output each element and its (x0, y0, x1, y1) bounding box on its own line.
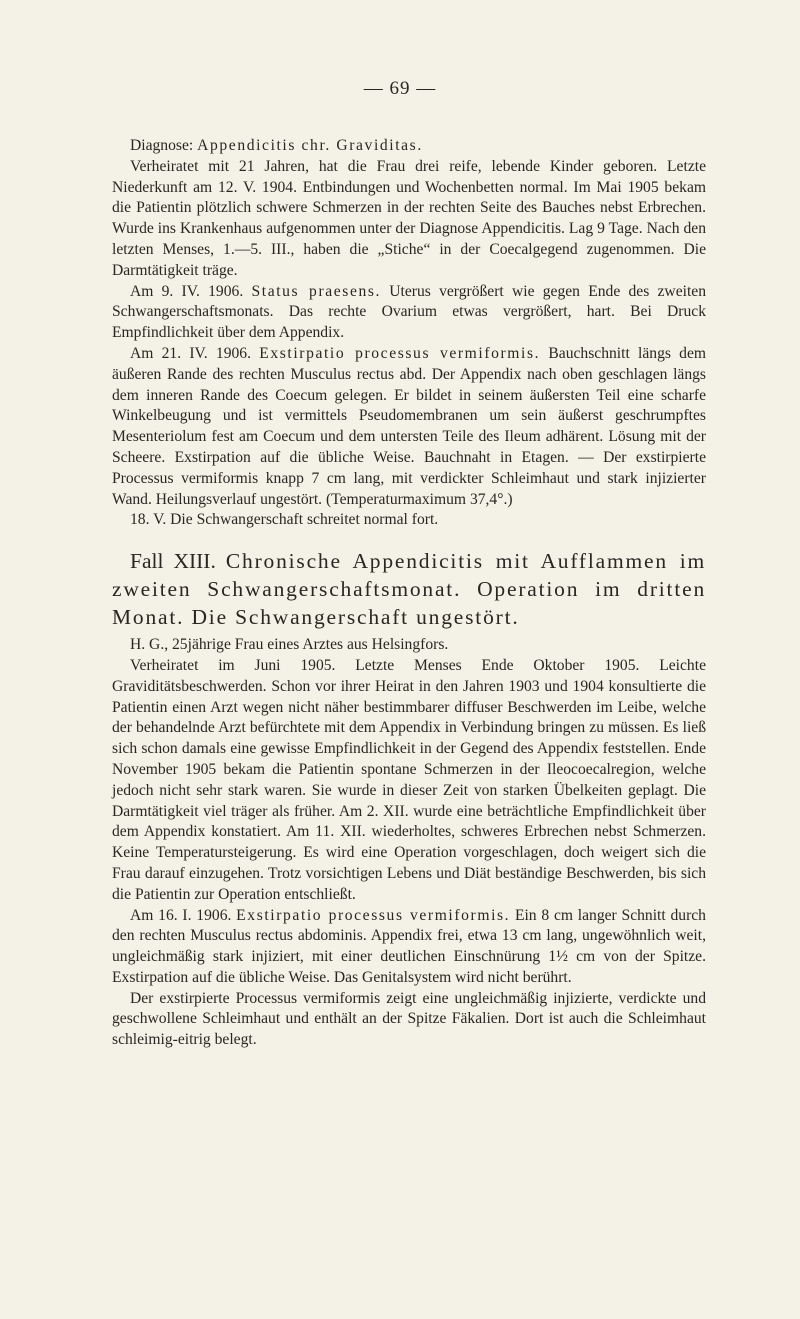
operation-date: Am 21. IV. 1906. (130, 344, 251, 362)
page-number: — 69 — (363, 78, 437, 99)
followup-paragraph: 18. V. Die Schwangerschaft schreitet normal fort. (130, 511, 439, 529)
operation-label: Exstirpatio processus vermiformis. (259, 344, 541, 362)
specimen-paragraph: Der exstirpierte Processus vermiformis zeigt eine ungleichmäßig injizierte, verdickte und geschwollene Schleimhaut und enthält an der Spitze Fäkalien. Dort ist auch die Schleimhaut schleimig-eitrig belegt. (112, 989, 706, 1049)
diagnosis-label: Diagnose: (130, 137, 194, 154)
case-title: Chronische Appendicitis mit Aufflammen im zweiten Schwangerschaftsmonat. Operation im dritten Monat. Die Schwangerschaft ungestört. (112, 549, 707, 630)
history-paragraph: Verheiratet mit 21 Jahren, hat die Frau drei reife, lebende Kinder geboren. Letzte Niederkunft am 12. V. 1904. Entbindungen und Wochenbetten normal. Im Mai 1905 bekam die Patientin plötzlich schwere Schmerzen in der rechten Seite des Bauches nebst Erbrechen. Wurde ins Krankenhaus aufgenommen unter der Diagnose Appendicitis. Lag 9 Tage. Nach den letzten Menses, 1.—5. III., haben die „Stiche“ in der Coecalgegend zugenommen. Die Darmtätigkeit träge. (112, 157, 706, 279)
anamnesis-paragraph: Verheiratet im Juni 1905. Letzte Menses Ende Oktober 1905. Leichte Graviditätsbeschwerden. Schon vor ihrer Heirat in den Jahren 1903 und 1904 konsultierte die Patientin einen Arzt wegen nicht näher bestimmbarer diffuser Beschwerden im Leibe, welche der behandelnde Arzt befürchtete mit dem Appendix in Verbindung bringen zu müssen. Es ließ sich schon damals eine gewisse Empfindlichkeit in der Gegend des Appendix feststellen. Ende November 1905 bekam die Patientin spontane Schmerzen in der Ileocoecalregion, welche jedoch nicht sehr stark waren. Sie wurde in dieser Zeit von starken Übelkeiten geplagt. Die Darmtätigkeit viel träger als früher. Am 2. XII. wurde eine beträchtliche Empfindlichkeit über dem Appendix konstatiert. Am 11. XII. wiederholtes, schweres Erbrechen nebst Schmerzen. Keine Temperatursteigerung. Es wird eine Operation vorgeschlagen, doch weigert sich die Frau darauf einzugehen. Trotz vorsichtigen Lebens und Diät beständige Beschwerden, bis sich die Patientin zur Operation entschließt. (112, 656, 706, 903)
operation-label-2: Exstirpatio processus vermiformis. (236, 906, 511, 924)
operation-paragraph-2 (112, 906, 706, 989)
status-date: Am 9. IV. 1906. (130, 282, 244, 300)
operation-paragraph (112, 344, 706, 510)
operation-text-2: Ein 8 cm langer Schnitt durch den rechten Musculus rectus abdominis. Appendix frei, etwa 13 cm lang, ungewöhnlich weit, ungleichmäßig stark injiziert, mit einer deutlichen Einschnürung 1½ cm von der Spitze. Exstirpation auf die übliche Weise. Das Genitalsystem wird nicht berührt. (112, 906, 706, 986)
page-body (112, 136, 706, 1051)
case-number: Fall XIII. (130, 549, 216, 574)
case-heading (112, 547, 706, 631)
status-text: Uterus vergrößert wie gegen Ende des zweiten Schwangerschaftsmonats. Das rechte Ovarium etwas vergrößert, hart. Bei Druck Empfindlichkeit über dem Appendix. (112, 282, 706, 342)
status-paragraph (112, 282, 706, 344)
operation-date-2: Am 16. I. 1906. (130, 906, 232, 924)
operation-text: Bauchschnitt längs dem äußeren Rande des rechten Musculus rectus abd. Der Appendix nach oben geschlagen längs dem inneren Rande des Coecum gelegen. Er bildet in seinem äußersten Teil eine scharfe Winkelbeugung und ist vermittels Pseudomembranen um sein äußerst geschrumpftes Mesenteriolum fest am Coecum und dem untersten Teile des Ileum adhärent. Lösung mit der Scheere. Exstirpation auf die übliche Weise. Bauchnaht in Etagen. — Der exstirpierte Processus vermiformis knapp 7 cm lang, mit verdickter Schleimhaut und stark injizierter Wand. Heilungsverlauf ungestört. (Temperaturmaximum 37,4°.) (112, 344, 707, 508)
diagnosis-line (112, 136, 706, 157)
status-label: Status praesens. (251, 282, 382, 300)
diagnosis-text: Appendicitis chr. Graviditas. (197, 137, 423, 154)
patient-line: H. G., 25jährige Frau eines Arztes aus Helsingfors. (130, 636, 449, 654)
